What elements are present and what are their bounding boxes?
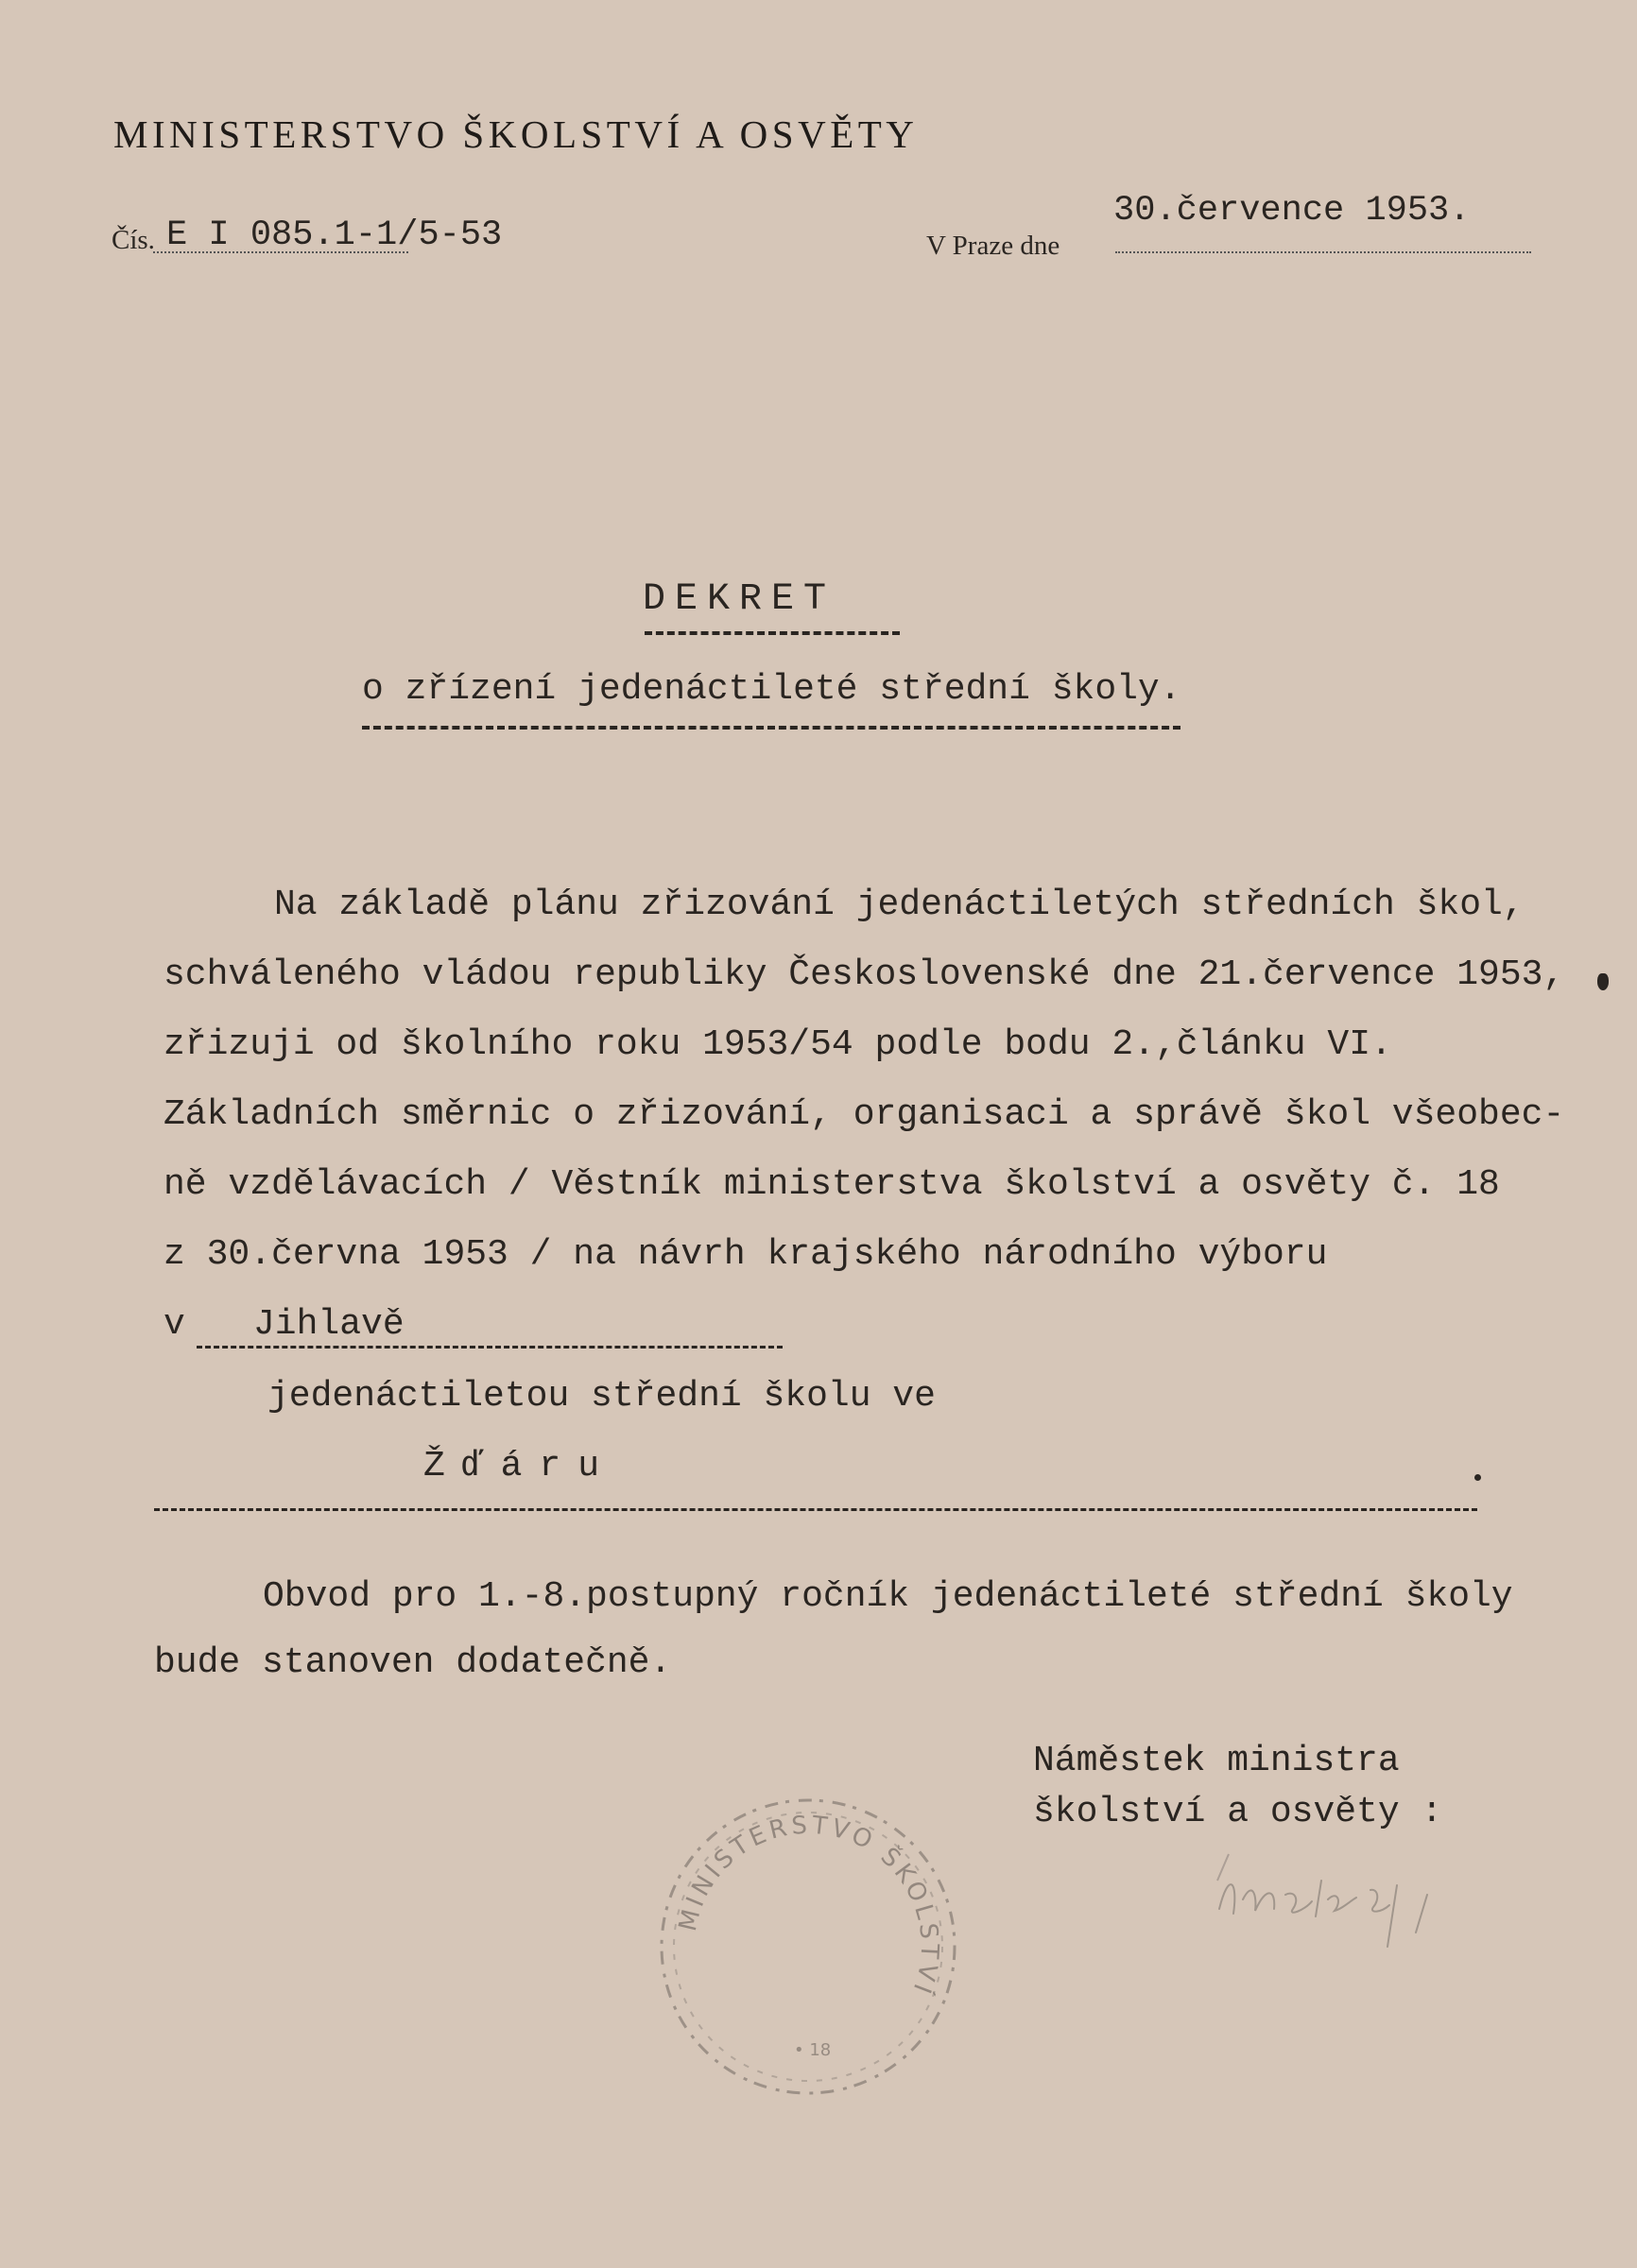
margin-ink-mark	[1597, 973, 1609, 990]
subtitle-underline	[362, 726, 1180, 730]
document-subtitle: o zřízení jedenáctileté střední školy.	[362, 669, 1181, 710]
body-line-1: Na základě plánu zřizování jedenáctiletých středních škol,	[274, 885, 1525, 925]
svg-text:MINISTERSTVO ŠKOLSTVÍ: MINISTERSTVO ŠKOLSTVÍ	[673, 1811, 944, 2001]
handwritten-signature	[1200, 1843, 1484, 1956]
body-line-6: z 30.června 1953 / na návrh krajského národního výboru	[164, 1234, 1328, 1275]
reference-dotted-line	[153, 251, 408, 253]
ministry-letterhead: MINISTERSTVO ŠKOLSTVÍ A OSVĚTY	[113, 112, 919, 156]
place-date-label: V Praze dne	[926, 231, 1060, 261]
svg-text:• 18: • 18	[794, 2040, 832, 2060]
body-line-3: zřizuji od školního roku 1953/54 podle bodu 2.,článku VI.	[164, 1024, 1392, 1065]
region-city: Jihlavě	[253, 1304, 405, 1345]
signatory-title-line-1: Náměstek ministra	[1033, 1741, 1400, 1781]
school-town: Žďáru	[423, 1446, 617, 1486]
body-line-7-prefix: v	[164, 1304, 185, 1345]
title-underline	[645, 631, 900, 635]
body-line-2: schváleného vládou republiky Československé dne 21.července 1953,	[164, 954, 1565, 995]
reference-number: E I 085.1-1/5-53	[166, 215, 503, 255]
school-town-rule	[154, 1508, 1477, 1511]
body-line-4: Základních směrnic o zřizování, organisaci a správě škol všeobec-	[164, 1094, 1565, 1135]
document-date: 30.července 1953.	[1113, 191, 1471, 231]
signatory-title-line-2: školství a osvěty :	[1033, 1792, 1443, 1832]
reference-label: Čís.	[112, 225, 155, 255]
school-town-period	[1474, 1474, 1481, 1481]
paragraph-2-line-2: bude stanoven dodatečně.	[154, 1642, 672, 1683]
body-line-5: ně vzdělávacích / Věstník ministerstva školství a osvěty č. 18	[164, 1164, 1500, 1205]
paragraph-2-line-1: Obvod pro 1.-8.postupný ročník jedenáctileté střední školy	[263, 1576, 1513, 1617]
official-round-stamp	[652, 1791, 964, 2103]
region-city-rule	[197, 1346, 783, 1349]
document-title: DEKRET	[643, 578, 836, 621]
body-line-8: jedenáctiletou střední školu ve	[267, 1376, 936, 1417]
date-dotted-line	[1115, 251, 1531, 253]
